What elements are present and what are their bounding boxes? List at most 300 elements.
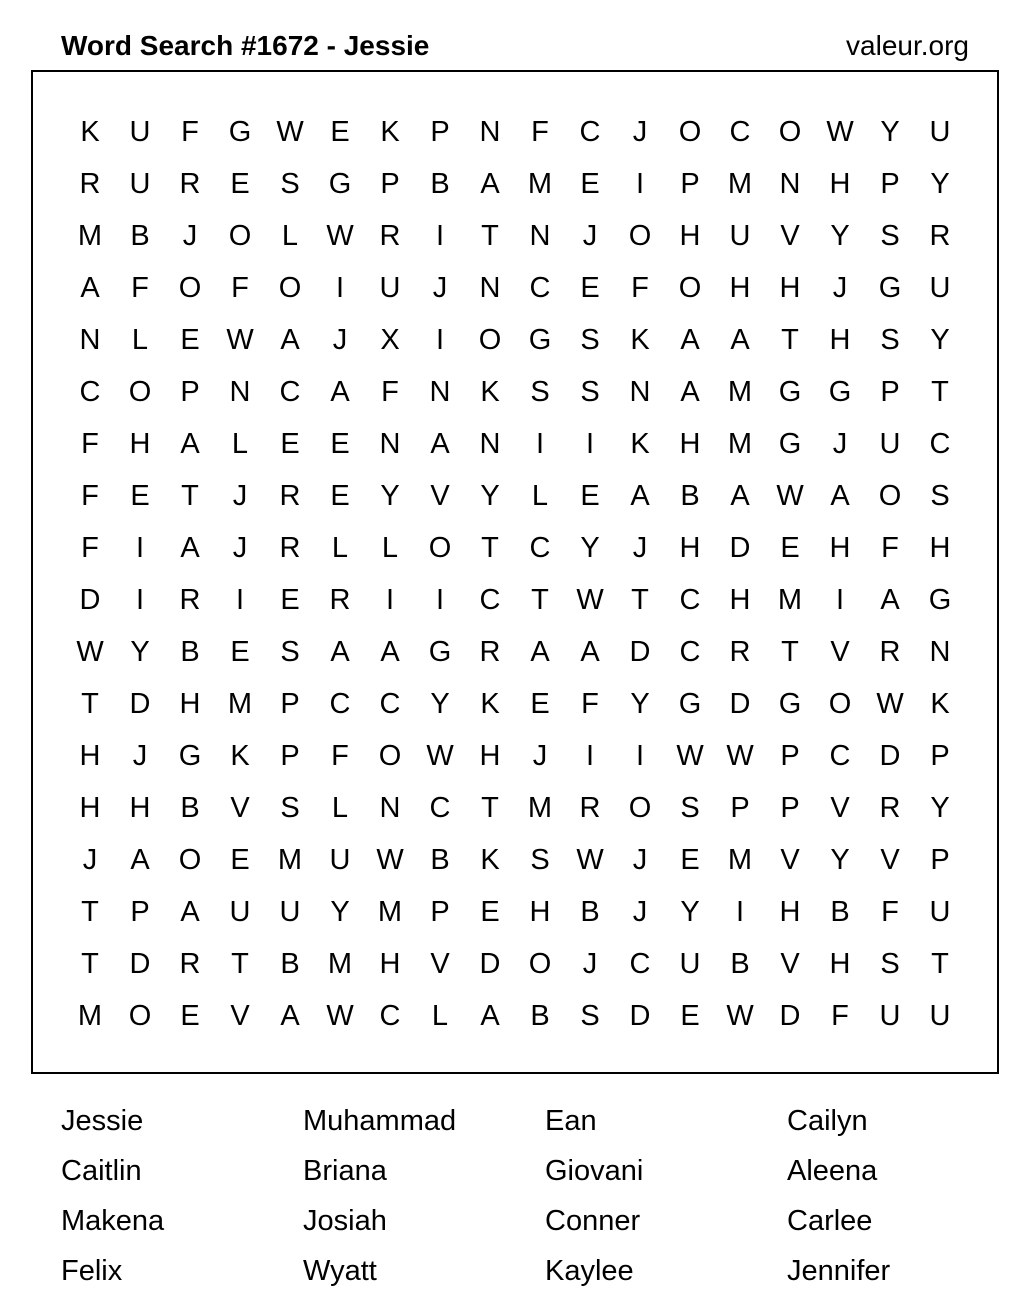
grid-cell: Y	[830, 843, 850, 876]
grid-cell: O	[478, 323, 502, 356]
word-list	[61, 1096, 1029, 1296]
grid-cell: W	[576, 843, 604, 876]
grid-cell: Y	[930, 791, 950, 824]
grid-cell: A	[830, 479, 850, 512]
grid-cell: C	[329, 687, 351, 720]
grid-cell: J	[632, 895, 648, 928]
grid-cell: E	[130, 479, 150, 512]
grid-cell: C	[829, 739, 851, 772]
grid-cell: I	[435, 583, 445, 616]
grid-cell: V	[230, 791, 250, 824]
grid-cell: J	[232, 531, 248, 564]
grid-cell: A	[730, 479, 750, 512]
grid-cell: M	[727, 167, 753, 200]
grid-cell: T	[231, 947, 249, 980]
grid-cell: H	[179, 687, 201, 720]
grid-cell: H	[479, 739, 501, 772]
word-list-item: Aleena	[787, 1155, 878, 1187]
grid-cell: N	[379, 427, 401, 460]
grid-cell: L	[381, 531, 399, 564]
grid-cell: S	[280, 635, 300, 668]
grid-cell: P	[780, 791, 800, 824]
grid-cell: T	[81, 687, 99, 720]
grid-cell: E	[680, 999, 700, 1032]
grid-cell: E	[230, 635, 250, 668]
grid-cell: A	[180, 531, 200, 564]
grid-cell: E	[530, 687, 550, 720]
grid-cell: T	[481, 791, 499, 824]
grid-cell: H	[679, 219, 701, 252]
grid-cell: A	[530, 635, 550, 668]
grid-cell: D	[729, 687, 751, 720]
grid-cell: H	[829, 531, 851, 564]
grid-cell: L	[131, 323, 149, 356]
grid-cell: E	[580, 167, 600, 200]
grid-cell: W	[676, 739, 704, 772]
grid-cell: R	[179, 167, 201, 200]
grid-cell: N	[479, 271, 501, 304]
grid-cell: I	[735, 895, 745, 928]
grid-cell: P	[780, 739, 800, 772]
grid-cell: A	[880, 583, 900, 616]
grid-cell: Y	[380, 479, 400, 512]
grid-cell: H	[829, 947, 851, 980]
grid-cell: H	[729, 583, 751, 616]
grid-cell: J	[82, 843, 98, 876]
grid-cell: O	[278, 271, 302, 304]
grid-cell: K	[630, 427, 650, 460]
word-list-item: Felix	[61, 1255, 123, 1287]
grid-cell: P	[430, 895, 450, 928]
grid-cell: K	[480, 687, 500, 720]
grid-cell: F	[81, 531, 99, 564]
grid-cell: C	[479, 583, 501, 616]
grid-cell: V	[830, 635, 850, 668]
grid-cell: U	[679, 947, 701, 980]
grid-cell: H	[529, 895, 551, 928]
grid-cell: J	[432, 271, 448, 304]
grid-cell: K	[630, 323, 650, 356]
grid-cell: A	[280, 323, 300, 356]
grid-cell: J	[582, 947, 598, 980]
grid-cell: M	[527, 167, 553, 200]
word-list-item: Jessie	[61, 1105, 144, 1137]
grid-cell: U	[729, 219, 751, 252]
grid-cell: M	[727, 375, 753, 408]
grid-cell: H	[79, 739, 101, 772]
grid-cell: L	[431, 999, 449, 1032]
grid-cell: S	[880, 947, 900, 980]
grid-cell: P	[280, 687, 300, 720]
grid-cell: I	[385, 583, 395, 616]
grid-cell: I	[135, 531, 145, 564]
grid-cell: I	[335, 271, 345, 304]
grid-cell: W	[726, 999, 754, 1032]
letter-grid	[65, 106, 965, 1042]
grid-cell: I	[135, 583, 145, 616]
grid-cell: B	[530, 999, 550, 1032]
grid-cell: M	[777, 583, 803, 616]
grid-cell: M	[77, 219, 103, 252]
grid-cell: S	[680, 791, 700, 824]
grid-cell: P	[880, 375, 900, 408]
grid-cell: U	[129, 167, 151, 200]
grid-cell: P	[380, 167, 400, 200]
grid-cell: A	[130, 843, 150, 876]
grid-cell: R	[579, 791, 601, 824]
grid-cell: T	[931, 947, 949, 980]
grid-cell: D	[129, 687, 151, 720]
grid-cell: M	[527, 791, 553, 824]
grid-cell: P	[880, 167, 900, 200]
grid-cell: S	[580, 323, 600, 356]
grid-cell: E	[680, 843, 700, 876]
grid-cell: S	[530, 843, 550, 876]
grid-cell: F	[831, 999, 849, 1032]
grid-cell: R	[79, 167, 101, 200]
grid-cell: V	[830, 791, 850, 824]
grid-cell: N	[529, 219, 551, 252]
grid-cell: G	[928, 583, 952, 616]
grid-cell: J	[632, 531, 648, 564]
grid-cell: R	[729, 635, 751, 668]
grid-cell: W	[776, 479, 804, 512]
grid-cell: P	[180, 375, 200, 408]
grid-cell: D	[779, 999, 801, 1032]
grid-cell: P	[930, 739, 950, 772]
grid-cell: C	[929, 427, 951, 460]
grid-cell: P	[730, 791, 750, 824]
grid-cell: A	[180, 895, 200, 928]
grid-cell: C	[529, 271, 551, 304]
grid-cell: O	[828, 687, 852, 720]
word-list-item: Makena	[61, 1205, 165, 1237]
grid-cell: W	[76, 635, 104, 668]
grid-cell: O	[628, 219, 652, 252]
grid-cell: W	[276, 115, 304, 148]
grid-cell: R	[879, 791, 901, 824]
grid-cell: M	[727, 427, 753, 460]
grid-cell: N	[479, 115, 501, 148]
grid-cell: R	[279, 479, 301, 512]
grid-cell: S	[530, 375, 550, 408]
grid-cell: J	[582, 219, 598, 252]
grid-cell: H	[129, 791, 151, 824]
grid-cell: J	[132, 739, 148, 772]
grid-cell: H	[79, 791, 101, 824]
grid-cell: C	[679, 635, 701, 668]
grid-cell: K	[480, 375, 500, 408]
grid-cell: T	[81, 947, 99, 980]
grid-cell: F	[881, 531, 899, 564]
grid-cell: E	[480, 895, 500, 928]
grid-cell: A	[680, 375, 700, 408]
grid-cell: G	[778, 427, 802, 460]
grid-cell: J	[832, 427, 848, 460]
grid-cell: S	[930, 479, 950, 512]
grid-cell: O	[628, 791, 652, 824]
grid-cell: H	[679, 427, 701, 460]
grid-cell: X	[380, 323, 400, 356]
grid-cell: U	[279, 895, 301, 928]
grid-cell: D	[729, 531, 751, 564]
grid-cell: E	[780, 531, 800, 564]
grid-cell: G	[878, 271, 902, 304]
grid-cell: H	[729, 271, 751, 304]
grid-cell: O	[678, 271, 702, 304]
grid-cell: F	[131, 271, 149, 304]
grid-cell: O	[678, 115, 702, 148]
word-list-item: Briana	[303, 1155, 387, 1187]
grid-cell: H	[379, 947, 401, 980]
grid-cell: H	[829, 167, 851, 200]
grid-cell: E	[580, 271, 600, 304]
grid-cell: E	[330, 479, 350, 512]
grid-cell: K	[230, 739, 250, 772]
grid-cell: L	[231, 427, 249, 460]
grid-cell: O	[228, 219, 252, 252]
word-list-item: Wyatt	[303, 1255, 377, 1287]
grid-cell: J	[332, 323, 348, 356]
grid-cell: V	[880, 843, 900, 876]
grid-cell: W	[576, 583, 604, 616]
word-list-item: Muhammad	[303, 1105, 457, 1137]
grid-cell: A	[680, 323, 700, 356]
word-list-item: Cailyn	[787, 1105, 868, 1137]
grid-cell: H	[129, 427, 151, 460]
grid-cell: U	[329, 843, 351, 876]
grid-cell: A	[330, 635, 350, 668]
grid-cell: U	[879, 427, 901, 460]
grid-cell: M	[377, 895, 403, 928]
grid-cell: H	[779, 271, 801, 304]
word-list-item: Giovani	[545, 1155, 644, 1187]
grid-cell: G	[778, 375, 802, 408]
grid-cell: I	[835, 583, 845, 616]
grid-cell: J	[532, 739, 548, 772]
grid-cell: G	[778, 687, 802, 720]
word-list-item: Ean	[545, 1105, 597, 1137]
grid-cell: T	[631, 583, 649, 616]
grid-cell: J	[182, 219, 198, 252]
grid-cell: M	[277, 843, 303, 876]
grid-cell: W	[226, 323, 254, 356]
grid-cell: I	[435, 323, 445, 356]
grid-cell: P	[680, 167, 700, 200]
grid-cell: F	[581, 687, 599, 720]
page-title: Word Search #1672 - Jessie	[61, 30, 430, 61]
grid-cell: G	[428, 635, 452, 668]
site-name: valeur.org	[846, 30, 969, 61]
grid-cell: Y	[830, 219, 850, 252]
grid-cell: B	[830, 895, 850, 928]
grid-cell: N	[779, 167, 801, 200]
grid-cell: Y	[930, 323, 950, 356]
grid-cell: E	[330, 427, 350, 460]
grid-cell: N	[379, 791, 401, 824]
grid-cell: Y	[930, 167, 950, 200]
grid-cell: K	[80, 115, 100, 148]
grid-cell: J	[632, 843, 648, 876]
grid-cell: C	[379, 999, 401, 1032]
grid-cell: I	[435, 219, 445, 252]
grid-cell: U	[229, 895, 251, 928]
grid-cell: G	[678, 687, 702, 720]
grid-cell: B	[180, 791, 200, 824]
grid-cell: K	[380, 115, 400, 148]
grid-cell: F	[881, 895, 899, 928]
grid-cell: J	[832, 271, 848, 304]
grid-cell: Y	[580, 531, 600, 564]
grid-cell: A	[330, 375, 350, 408]
grid-cell: U	[929, 271, 951, 304]
grid-cell: P	[430, 115, 450, 148]
grid-cell: E	[230, 167, 250, 200]
grid-cell: O	[528, 947, 552, 980]
grid-cell: E	[230, 843, 250, 876]
grid-cell: M	[327, 947, 353, 980]
grid-cell: D	[629, 635, 651, 668]
grid-cell: F	[231, 271, 249, 304]
grid-cell: C	[629, 947, 651, 980]
grid-cell: R	[279, 531, 301, 564]
grid-cell: B	[180, 635, 200, 668]
grid-cell: P	[280, 739, 300, 772]
grid-cell: G	[528, 323, 552, 356]
grid-cell: F	[331, 739, 349, 772]
grid-cell: B	[130, 219, 150, 252]
grid-cell: A	[180, 427, 200, 460]
grid-cell: J	[232, 479, 248, 512]
grid-cell: H	[929, 531, 951, 564]
grid-cell: C	[529, 531, 551, 564]
grid-cell: W	[426, 739, 454, 772]
grid-cell: B	[680, 479, 700, 512]
grid-cell: S	[280, 791, 300, 824]
word-list-item: Jennifer	[787, 1255, 891, 1287]
grid-cell: A	[480, 999, 500, 1032]
grid-cell: V	[430, 479, 450, 512]
grid-cell: R	[179, 583, 201, 616]
grid-cell: V	[780, 843, 800, 876]
grid-cell: C	[429, 791, 451, 824]
grid-cell: G	[328, 167, 352, 200]
grid-cell: B	[580, 895, 600, 928]
grid-cell: C	[379, 687, 401, 720]
grid-cell: G	[828, 375, 852, 408]
grid-cell: M	[727, 843, 753, 876]
grid-cell: R	[929, 219, 951, 252]
grid-cell: W	[376, 843, 404, 876]
grid-cell: V	[780, 947, 800, 980]
grid-cell: F	[381, 375, 399, 408]
grid-cell: A	[80, 271, 100, 304]
grid-cell: Y	[880, 115, 900, 148]
grid-cell: Y	[630, 687, 650, 720]
grid-cell: D	[629, 999, 651, 1032]
grid-cell: T	[81, 895, 99, 928]
grid-cell: A	[280, 999, 300, 1032]
grid-cell: C	[79, 375, 101, 408]
grid-cell: O	[378, 739, 402, 772]
grid-cell: H	[829, 323, 851, 356]
grid-cell: W	[826, 115, 854, 148]
grid-cell: G	[228, 115, 252, 148]
grid-cell: W	[326, 999, 354, 1032]
word-list-item: Caitlin	[61, 1155, 142, 1187]
grid-cell: I	[635, 739, 645, 772]
grid-cell: V	[430, 947, 450, 980]
grid-cell: Y	[480, 479, 500, 512]
grid-cell: C	[579, 115, 601, 148]
grid-cell: T	[781, 635, 799, 668]
grid-cell: F	[531, 115, 549, 148]
grid-cell: A	[580, 635, 600, 668]
grid-cell: H	[779, 895, 801, 928]
grid-cell: P	[930, 843, 950, 876]
grid-cell: I	[235, 583, 245, 616]
grid-cell: S	[580, 375, 600, 408]
grid-cell: E	[580, 479, 600, 512]
grid-cell: E	[330, 115, 350, 148]
grid-cell: E	[180, 323, 200, 356]
grid-cell: T	[931, 375, 949, 408]
grid-cell: Y	[130, 635, 150, 668]
grid-cell: F	[181, 115, 199, 148]
grid-cell: I	[635, 167, 645, 200]
grid-cell: W	[726, 739, 754, 772]
grid-cell: R	[479, 635, 501, 668]
grid-cell: A	[480, 167, 500, 200]
grid-cell: F	[81, 427, 99, 460]
grid-cell: D	[479, 947, 501, 980]
grid-cell: E	[280, 583, 300, 616]
grid-cell: U	[929, 115, 951, 148]
grid-cell: C	[279, 375, 301, 408]
grid-cell: I	[535, 427, 545, 460]
grid-cell: B	[430, 167, 450, 200]
grid-cell: N	[79, 323, 101, 356]
grid-cell: J	[632, 115, 648, 148]
grid-cell: O	[128, 999, 152, 1032]
word-list-item: Kaylee	[545, 1255, 634, 1287]
grid-cell: K	[480, 843, 500, 876]
grid-cell: Y	[330, 895, 350, 928]
grid-cell: R	[179, 947, 201, 980]
grid-cell: O	[878, 479, 902, 512]
grid-cell: S	[280, 167, 300, 200]
grid-cell: E	[180, 999, 200, 1032]
grid-cell: O	[178, 271, 202, 304]
grid-cell: T	[481, 531, 499, 564]
grid-cell: O	[778, 115, 802, 148]
grid-cell: N	[479, 427, 501, 460]
grid-cell: B	[280, 947, 300, 980]
grid-cell: W	[326, 219, 354, 252]
grid-cell: Y	[430, 687, 450, 720]
grid-cell: B	[730, 947, 750, 980]
grid-cell: F	[631, 271, 649, 304]
grid-cell: H	[679, 531, 701, 564]
grid-cell: U	[879, 999, 901, 1032]
grid-cell: O	[428, 531, 452, 564]
grid-cell: W	[876, 687, 904, 720]
grid-cell: O	[178, 843, 202, 876]
grid-cell: B	[430, 843, 450, 876]
grid-cell: L	[531, 479, 549, 512]
grid-cell: K	[930, 687, 950, 720]
word-list-item: Conner	[545, 1205, 641, 1237]
